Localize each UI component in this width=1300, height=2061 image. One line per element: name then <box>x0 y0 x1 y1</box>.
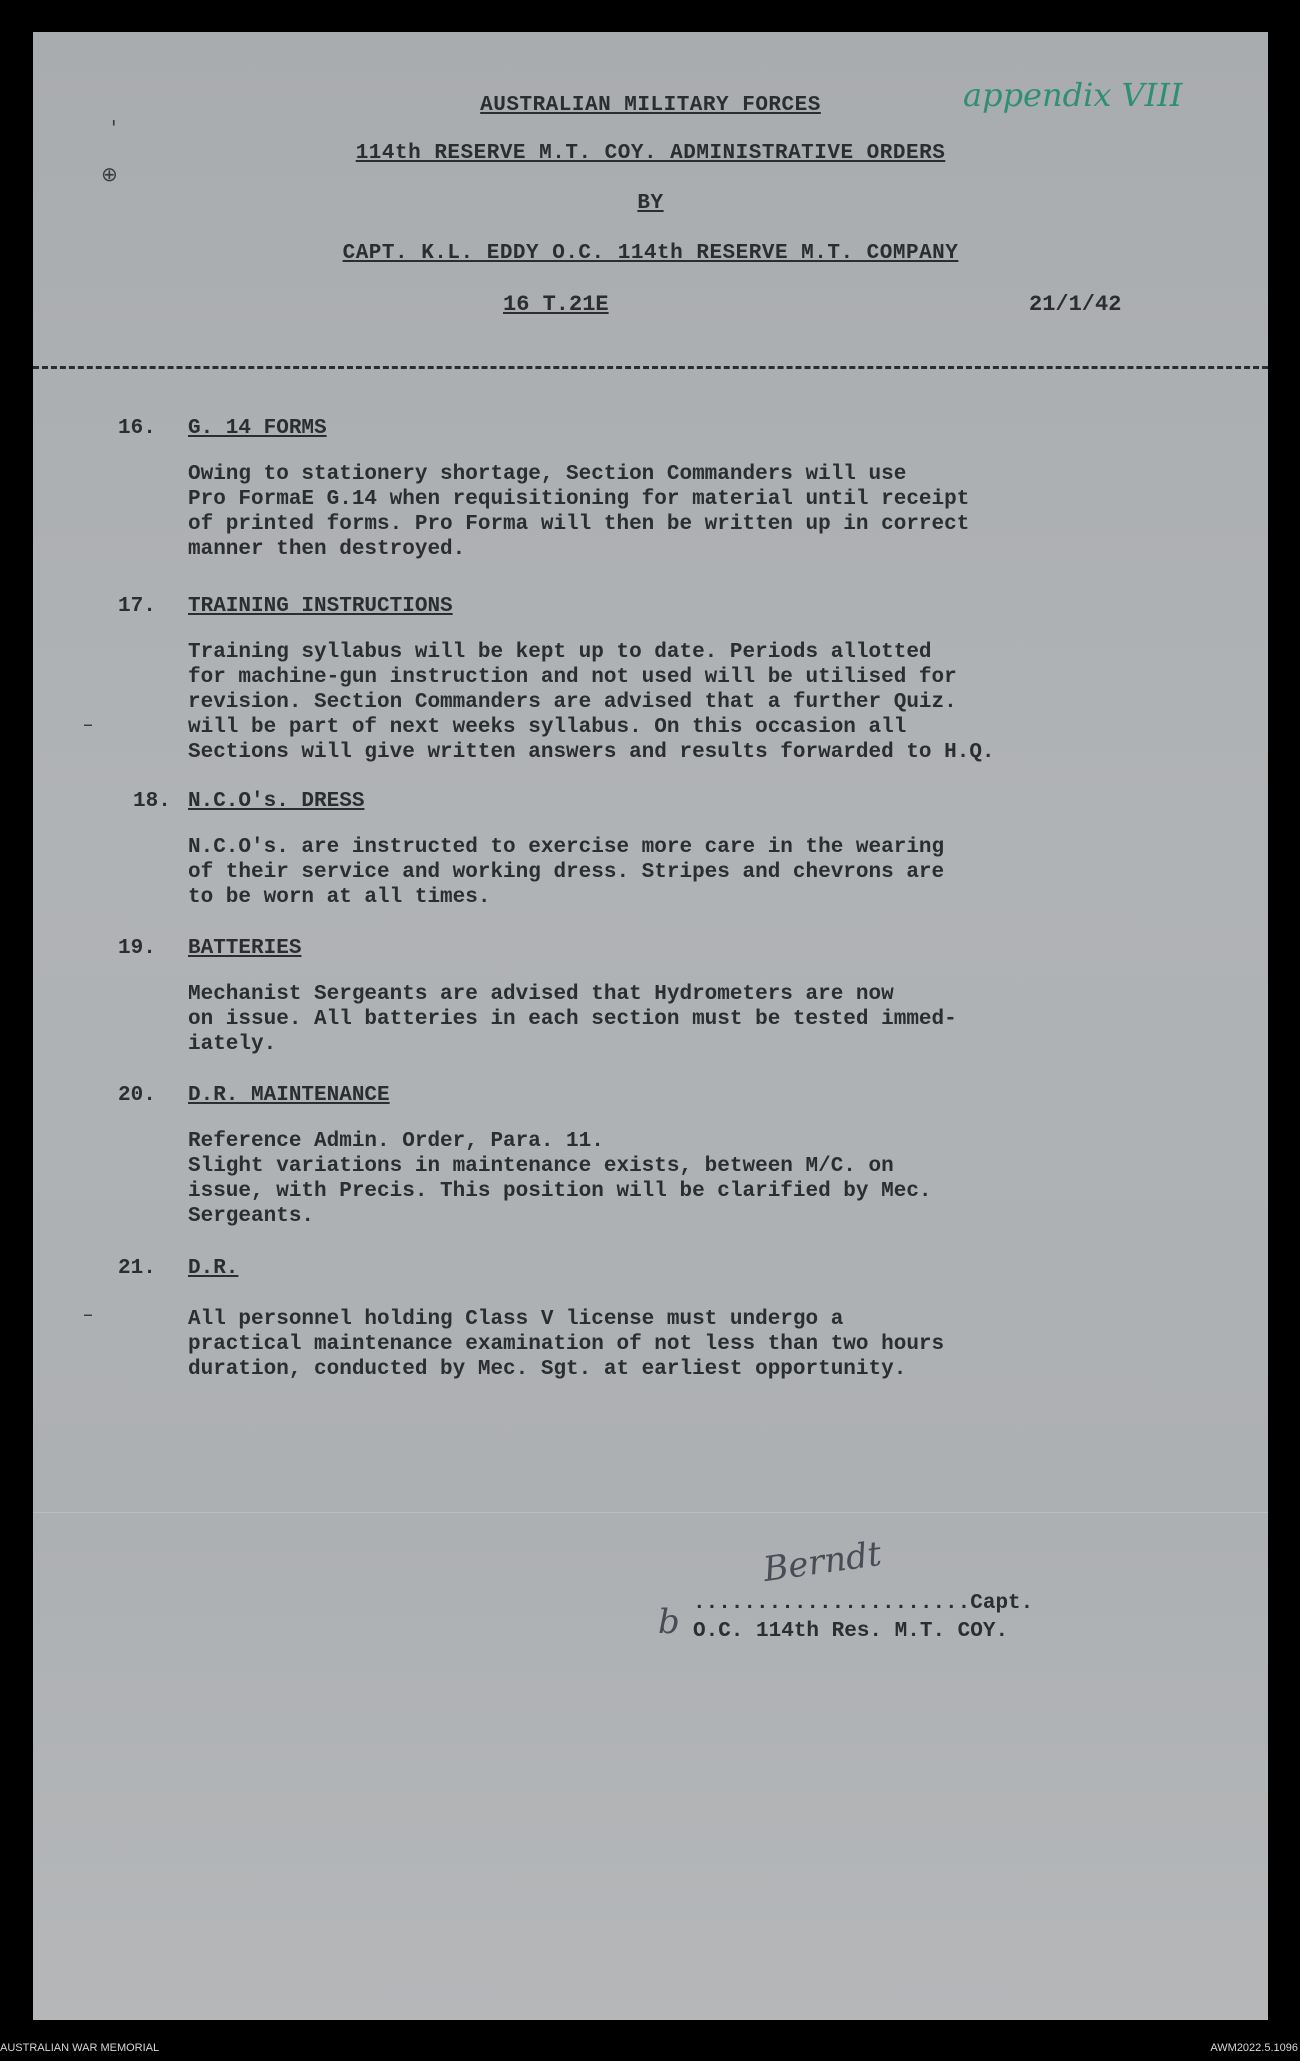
paper-fold-line <box>33 1512 1268 1513</box>
para-18-number: 18. <box>133 790 171 813</box>
para-20-heading: D.R. MAINTENANCE <box>188 1084 390 1107</box>
para-20-number: 20. <box>118 1084 156 1107</box>
para-21-heading: D.R. <box>188 1257 239 1280</box>
header-issuer: CAPT. K.L. EDDY O.C. 114th RESERVE M.T. COMPANY <box>342 242 959 265</box>
signature-line: ......................Capt. <box>693 1592 1034 1615</box>
header-orders-title: 114th RESERVE M.T. COY. ADMINISTRATIVE ORDERS <box>355 142 946 165</box>
para-18-heading: N.C.O's. DRESS <box>188 790 365 813</box>
para-16-heading: G. 14 FORMS <box>188 417 327 440</box>
margin-tick-mark: ' <box>111 116 117 140</box>
para-20-body: Reference Admin. Order, Para. 11. Slight variations in maintenance exists, between M/C. on issue, with Precis. This position will be clarified by Mec. Sergeants. <box>188 1130 932 1228</box>
margin-dash-mark-2: – <box>83 1302 93 1326</box>
margin-dash-mark: – <box>83 712 93 736</box>
signatory-title: O.C. 114th Res. M.T. COY. <box>693 1620 1009 1643</box>
para-18-body: N.C.O's. are instructed to exercise more care in the wearing of their service and working dress. Stripes and chevrons are to be worn at all times. <box>188 836 945 909</box>
para-16-number: 16. <box>118 417 156 440</box>
footer-source: AUSTRALIAN WAR MEMORIAL <box>0 2042 160 2054</box>
handwritten-signature: Berndt <box>760 1533 884 1591</box>
order-date: 21/1/42 <box>1029 292 1122 317</box>
para-17-heading: TRAINING INSTRUCTIONS <box>188 595 453 618</box>
handwritten-annotation: appendix VIII <box>963 76 1183 114</box>
document-page <box>33 32 1268 2020</box>
para-19-number: 19. <box>118 937 156 960</box>
para-19-body: Mechanist Sergeants are advised that Hydrometers are now on issue. All batteries in each section must be tested immed- iately. <box>188 983 957 1056</box>
para-21-number: 21. <box>118 1257 156 1280</box>
signature-initial-mark: b <box>658 1602 680 1642</box>
para-17-body: Training syllabus will be kept up to date. Periods allotted for machine-gun instruction and not used will be utilised for revision. Section Commanders are advised that a further Quiz. will be part of next weeks syllabus. On this occasion all Sections will give written answers and results forwarded to H.Q. <box>188 641 995 764</box>
divider-rule <box>33 366 1268 369</box>
para-16-body: Owing to stationery shortage, Section Commanders will use Pro FormaE G.14 when requisitioning for material until receipt of printed forms. Pro Forma will then be written up in correct manner then destroyed. <box>188 463 970 561</box>
order-reference: 16 T.21E <box>503 292 609 317</box>
footer-accession-number: AWM2022.5.1096 <box>1210 2042 1298 2054</box>
header-by: BY <box>637 192 664 215</box>
para-21-body: All personnel holding Class V license must undergo a practical maintenance examination of not less than two hours duration, conducted by Mec. Sgt. at earliest opportunity. <box>188 1308 945 1381</box>
para-17-number: 17. <box>118 595 156 618</box>
para-19-heading: BATTERIES <box>188 937 302 960</box>
punch-hole-mark: ⊕ <box>101 162 118 186</box>
header-organisation: AUSTRALIAN MILITARY FORCES <box>480 94 821 117</box>
